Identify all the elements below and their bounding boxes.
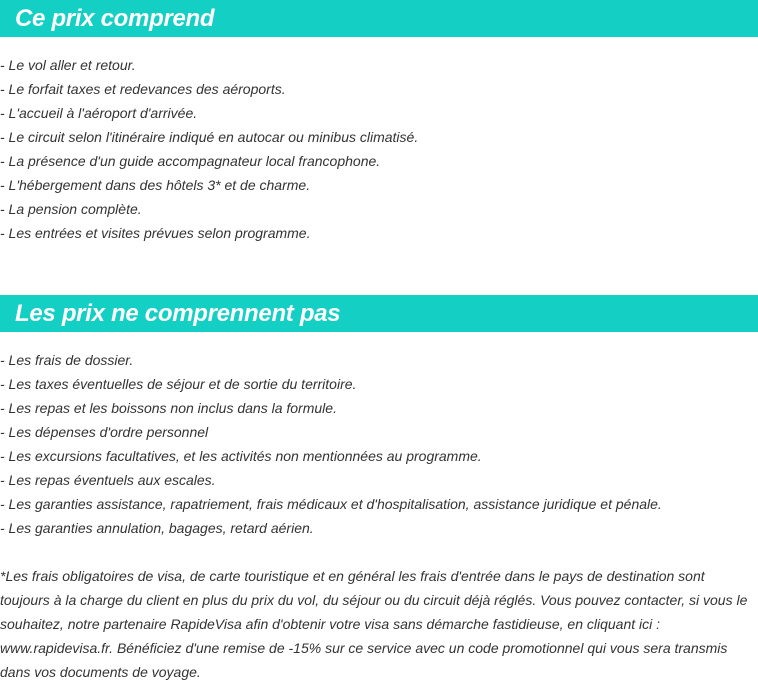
excluded-item: - Les repas éventuels aux escales. [0,472,216,488]
included-item: - L'accueil à l'aéroport d'arrivée. [0,105,198,121]
excluded-item: - Les excursions facultatives, et les activités non mentionnées au programme. [0,448,482,464]
included-item: - La pension complète. [0,201,142,217]
included-items-list [0,53,418,245]
excluded-section-header [0,295,758,332]
excluded-items-list [0,348,662,540]
excluded-item: - Les garanties annulation, bagages, retard aérien. [0,520,314,536]
included-item: - Le vol aller et retour. [0,57,136,73]
excluded-item: - Les garanties assistance, rapatriement, frais médicaux et d'hospitalisation, assistance juridique et pénale. [0,496,662,512]
excluded-item: - Les frais de dossier. [0,352,134,368]
excluded-section-title: Les prix ne comprennent pas [15,300,341,327]
excluded-item: - Les dépenses d'ordre personnel [0,424,209,440]
included-item: - Le forfait taxes et redevances des aéroports. [0,81,286,97]
visa-footnote: *Les frais obligatoires de visa, de carte touristique et en général les frais d'entrée dans le pays de destination sont toujours à la charge du client en plus du prix du vol, du séjour ou du circuit déjà réglés. Vous pouvez contacter, si vous le souhaitez, notre partenaire RapideVisa afin d'obtenir votre visa sans démarche fastidieuse, en cliquant ici : www.rapidevisa.fr. Bénéficiez d'une remise de -15% sur ce service avec un code promotionnel qui vous sera transmis dans vos documents de voyage. [0,568,748,680]
included-item: - Les entrées et visites prévues selon programme. [0,225,311,241]
included-section-header [0,0,758,37]
included-item: - L'hébergement dans des hôtels 3* et de charme. [0,177,311,193]
included-section-title: Ce prix comprend [15,5,215,32]
excluded-item: - Les taxes éventuelles de séjour et de sortie du territoire. [0,376,357,392]
included-item: - La présence d'un guide accompagnateur local francophone. [0,153,381,169]
included-item: - Le circuit selon l'itinéraire indiqué en autocar ou minibus climatisé. [0,129,419,145]
excluded-item: - Les repas et les boissons non inclus dans la formule. [0,400,337,416]
